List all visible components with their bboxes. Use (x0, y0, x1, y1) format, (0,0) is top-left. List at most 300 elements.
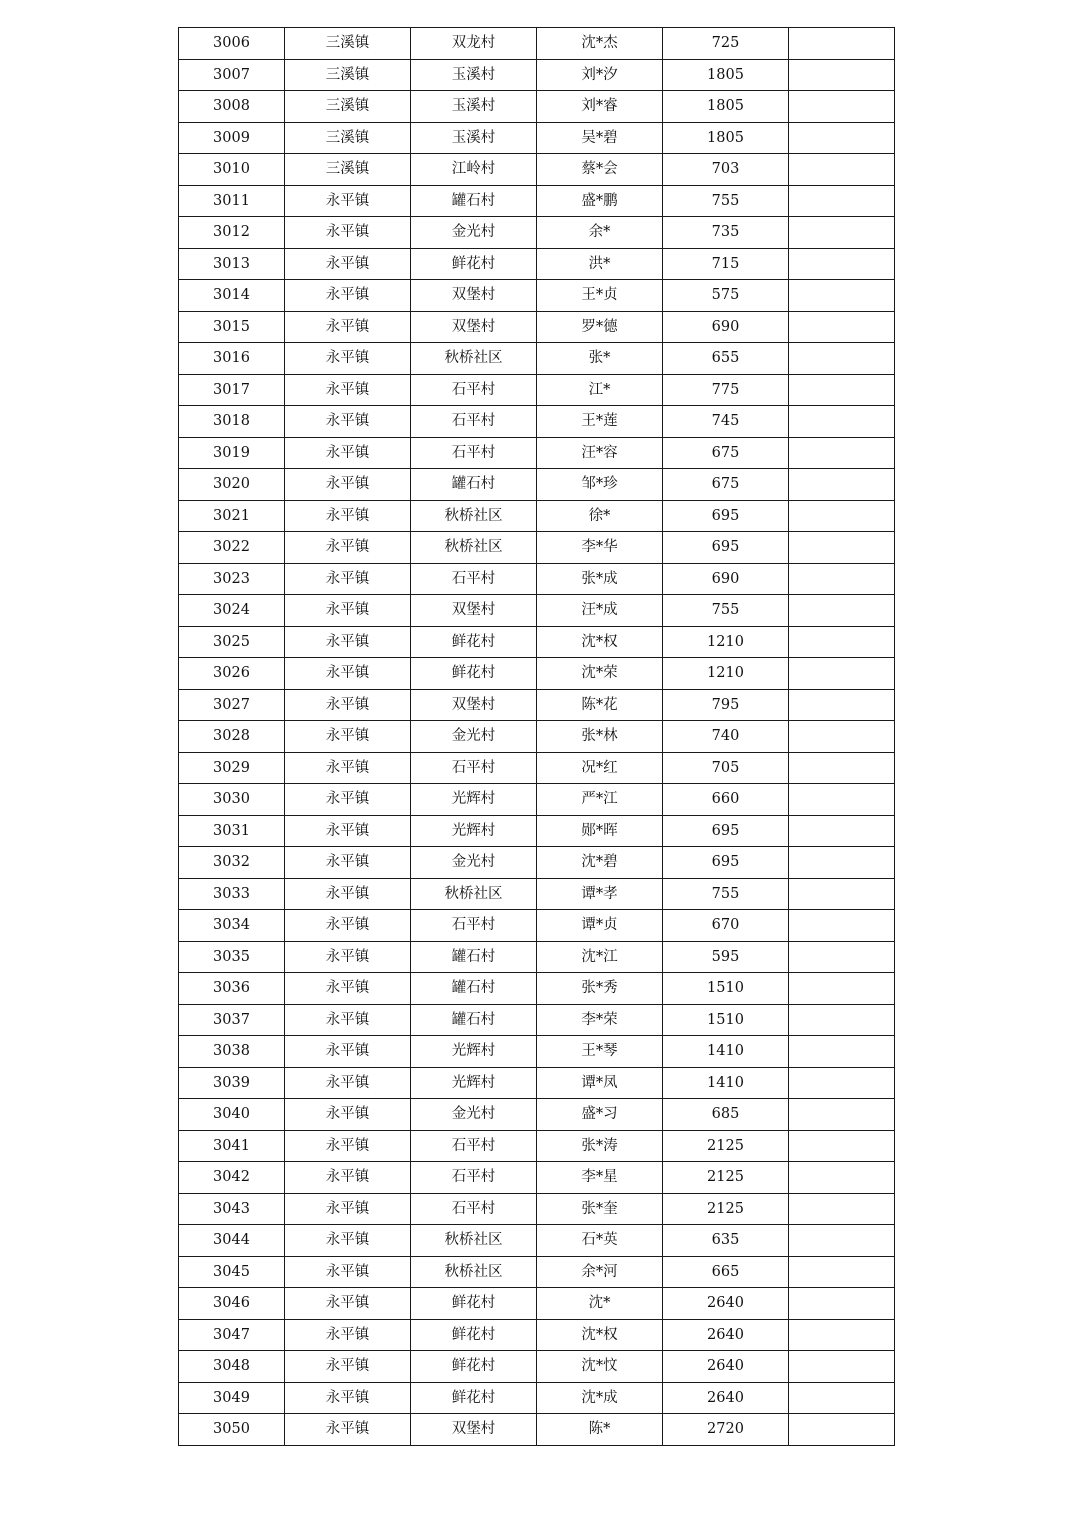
cell-town: 永平镇 (285, 784, 411, 816)
cell-town: 三溪镇 (285, 28, 411, 60)
cell-name: 沈*江 (537, 941, 663, 973)
cell-village: 鲜花村 (411, 1319, 537, 1351)
cell-amount: 795 (663, 689, 789, 721)
table-row (179, 311, 895, 343)
cell-village: 罐石村 (411, 469, 537, 501)
cell-name: 张*林 (537, 721, 663, 753)
cell-village: 双堡村 (411, 311, 537, 343)
table-body (179, 28, 895, 1446)
cell-amount: 660 (663, 784, 789, 816)
cell-serial-number: 3023 (179, 563, 285, 595)
cell-remark (789, 1382, 895, 1414)
cell-village: 罐石村 (411, 973, 537, 1005)
cell-village: 江岭村 (411, 154, 537, 186)
cell-town: 永平镇 (285, 311, 411, 343)
cell-serial-number: 3033 (179, 878, 285, 910)
cell-serial-number: 3010 (179, 154, 285, 186)
table-row (179, 154, 895, 186)
cell-serial-number: 3007 (179, 59, 285, 91)
cell-town: 永平镇 (285, 185, 411, 217)
cell-serial-number: 3021 (179, 500, 285, 532)
cell-village: 光辉村 (411, 1067, 537, 1099)
cell-serial-number: 3011 (179, 185, 285, 217)
cell-amount: 740 (663, 721, 789, 753)
cell-serial-number: 3018 (179, 406, 285, 438)
cell-name: 张* (537, 343, 663, 375)
cell-amount: 675 (663, 469, 789, 501)
cell-village: 金光村 (411, 1099, 537, 1131)
table-row (179, 784, 895, 816)
cell-name: 严*江 (537, 784, 663, 816)
cell-amount: 775 (663, 374, 789, 406)
cell-name: 王*贞 (537, 280, 663, 312)
cell-serial-number: 3009 (179, 122, 285, 154)
cell-serial-number: 3017 (179, 374, 285, 406)
table-row (179, 185, 895, 217)
cell-name: 汪*容 (537, 437, 663, 469)
table-row (179, 878, 895, 910)
cell-remark (789, 721, 895, 753)
cell-town: 永平镇 (285, 248, 411, 280)
cell-amount: 665 (663, 1256, 789, 1288)
cell-village: 石平村 (411, 374, 537, 406)
cell-amount: 1410 (663, 1067, 789, 1099)
cell-amount: 695 (663, 500, 789, 532)
cell-amount: 2640 (663, 1382, 789, 1414)
cell-serial-number: 3014 (179, 280, 285, 312)
cell-town: 永平镇 (285, 1004, 411, 1036)
cell-amount: 2125 (663, 1130, 789, 1162)
cell-name: 张*奎 (537, 1193, 663, 1225)
cell-name: 沈*碧 (537, 847, 663, 879)
cell-amount: 2640 (663, 1351, 789, 1383)
cell-town: 永平镇 (285, 280, 411, 312)
cell-town: 永平镇 (285, 1193, 411, 1225)
cell-remark (789, 658, 895, 690)
cell-amount: 1410 (663, 1036, 789, 1068)
cell-village: 鲜花村 (411, 1351, 537, 1383)
cell-village: 鲜花村 (411, 1288, 537, 1320)
cell-village: 双堡村 (411, 1414, 537, 1446)
table-row (179, 1036, 895, 1068)
table-row (179, 374, 895, 406)
cell-town: 永平镇 (285, 1319, 411, 1351)
cell-serial-number: 3047 (179, 1319, 285, 1351)
cell-amount: 703 (663, 154, 789, 186)
cell-serial-number: 3045 (179, 1256, 285, 1288)
cell-serial-number: 3039 (179, 1067, 285, 1099)
cell-name: 沈* (537, 1288, 663, 1320)
cell-village: 秋桥社区 (411, 1256, 537, 1288)
cell-remark (789, 815, 895, 847)
cell-name: 张*秀 (537, 973, 663, 1005)
cell-serial-number: 3032 (179, 847, 285, 879)
cell-village: 石平村 (411, 1193, 537, 1225)
cell-village: 玉溪村 (411, 59, 537, 91)
cell-serial-number: 3036 (179, 973, 285, 1005)
cell-serial-number: 3016 (179, 343, 285, 375)
table-row (179, 248, 895, 280)
cell-village: 玉溪村 (411, 91, 537, 123)
cell-village: 鲜花村 (411, 1382, 537, 1414)
cell-town: 永平镇 (285, 910, 411, 942)
cell-village: 光辉村 (411, 784, 537, 816)
cell-remark (789, 1067, 895, 1099)
cell-name: 陈*花 (537, 689, 663, 721)
cell-serial-number: 3041 (179, 1130, 285, 1162)
cell-name: 沈*权 (537, 1319, 663, 1351)
cell-town: 永平镇 (285, 1225, 411, 1257)
cell-name: 盛*习 (537, 1099, 663, 1131)
cell-remark (789, 1351, 895, 1383)
cell-amount: 1210 (663, 658, 789, 690)
cell-name: 余* (537, 217, 663, 249)
cell-town: 三溪镇 (285, 91, 411, 123)
cell-amount: 1805 (663, 91, 789, 123)
cell-name: 蔡*会 (537, 154, 663, 186)
cell-amount: 695 (663, 532, 789, 564)
cell-remark (789, 1288, 895, 1320)
cell-remark (789, 1162, 895, 1194)
cell-remark (789, 532, 895, 564)
cell-serial-number: 3049 (179, 1382, 285, 1414)
cell-village: 石平村 (411, 752, 537, 784)
table-row (179, 28, 895, 60)
cell-serial-number: 3022 (179, 532, 285, 564)
cell-name: 吴*碧 (537, 122, 663, 154)
cell-remark (789, 91, 895, 123)
table-row (179, 343, 895, 375)
cell-amount: 595 (663, 941, 789, 973)
cell-town: 永平镇 (285, 626, 411, 658)
table-row (179, 1414, 895, 1446)
cell-amount: 735 (663, 217, 789, 249)
cell-remark (789, 752, 895, 784)
cell-village: 鲜花村 (411, 658, 537, 690)
cell-town: 永平镇 (285, 217, 411, 249)
table-row (179, 437, 895, 469)
cell-amount: 690 (663, 563, 789, 595)
cell-serial-number: 3038 (179, 1036, 285, 1068)
cell-name: 沈*荣 (537, 658, 663, 690)
cell-serial-number: 3015 (179, 311, 285, 343)
cell-name: 谭*凤 (537, 1067, 663, 1099)
cell-village: 双堡村 (411, 689, 537, 721)
cell-remark (789, 1193, 895, 1225)
cell-remark (789, 185, 895, 217)
cell-amount: 1805 (663, 122, 789, 154)
cell-amount: 2720 (663, 1414, 789, 1446)
cell-remark (789, 784, 895, 816)
cell-serial-number: 3050 (179, 1414, 285, 1446)
cell-remark (789, 847, 895, 879)
cell-town: 永平镇 (285, 721, 411, 753)
cell-name: 陈* (537, 1414, 663, 1446)
cell-remark (789, 563, 895, 595)
table-row (179, 689, 895, 721)
cell-amount: 1210 (663, 626, 789, 658)
cell-town: 永平镇 (285, 1382, 411, 1414)
cell-amount: 2640 (663, 1288, 789, 1320)
table-row (179, 1319, 895, 1351)
cell-amount: 655 (663, 343, 789, 375)
cell-serial-number: 3046 (179, 1288, 285, 1320)
cell-village: 双堡村 (411, 280, 537, 312)
cell-town: 永平镇 (285, 941, 411, 973)
cell-name: 罗*德 (537, 311, 663, 343)
cell-village: 石平村 (411, 437, 537, 469)
cell-town: 三溪镇 (285, 122, 411, 154)
cell-serial-number: 3024 (179, 595, 285, 627)
cell-amount: 755 (663, 185, 789, 217)
table-row (179, 500, 895, 532)
cell-serial-number: 3043 (179, 1193, 285, 1225)
cell-remark (789, 1256, 895, 1288)
cell-remark (789, 1099, 895, 1131)
cell-village: 双堡村 (411, 595, 537, 627)
cell-remark (789, 878, 895, 910)
cell-remark (789, 910, 895, 942)
table-row (179, 910, 895, 942)
table-row (179, 721, 895, 753)
cell-town: 永平镇 (285, 878, 411, 910)
cell-village: 光辉村 (411, 1036, 537, 1068)
cell-village: 石平村 (411, 1162, 537, 1194)
cell-town: 永平镇 (285, 500, 411, 532)
cell-remark (789, 500, 895, 532)
cell-serial-number: 3008 (179, 91, 285, 123)
cell-serial-number: 3031 (179, 815, 285, 847)
cell-remark (789, 248, 895, 280)
cell-serial-number: 3030 (179, 784, 285, 816)
cell-village: 秋桥社区 (411, 343, 537, 375)
table-row (179, 1382, 895, 1414)
table-row (179, 1256, 895, 1288)
cell-remark (789, 1004, 895, 1036)
cell-town: 永平镇 (285, 973, 411, 1005)
cell-amount: 2640 (663, 1319, 789, 1351)
cell-village: 鲜花村 (411, 626, 537, 658)
table-row (179, 941, 895, 973)
cell-name: 沈*杰 (537, 28, 663, 60)
cell-remark (789, 280, 895, 312)
cell-serial-number: 3025 (179, 626, 285, 658)
cell-name: 李*荣 (537, 1004, 663, 1036)
cell-town: 永平镇 (285, 406, 411, 438)
table-row (179, 1067, 895, 1099)
cell-town: 永平镇 (285, 1130, 411, 1162)
cell-amount: 675 (663, 437, 789, 469)
cell-town: 永平镇 (285, 469, 411, 501)
cell-village: 双龙村 (411, 28, 537, 60)
cell-serial-number: 3013 (179, 248, 285, 280)
cell-amount: 575 (663, 280, 789, 312)
cell-amount: 2125 (663, 1162, 789, 1194)
cell-town: 永平镇 (285, 563, 411, 595)
cell-town: 永平镇 (285, 1099, 411, 1131)
cell-town: 永平镇 (285, 1414, 411, 1446)
cell-remark (789, 1036, 895, 1068)
cell-village: 秋桥社区 (411, 1225, 537, 1257)
table-row (179, 1099, 895, 1131)
cell-name: 刘*睿 (537, 91, 663, 123)
cell-name: 郧*晖 (537, 815, 663, 847)
cell-town: 永平镇 (285, 1162, 411, 1194)
table-row (179, 563, 895, 595)
cell-name: 沈*忟 (537, 1351, 663, 1383)
table-row (179, 406, 895, 438)
cell-name: 李*星 (537, 1162, 663, 1194)
cell-name: 刘*汐 (537, 59, 663, 91)
cell-serial-number: 3026 (179, 658, 285, 690)
cell-town: 永平镇 (285, 1351, 411, 1383)
cell-village: 秋桥社区 (411, 532, 537, 564)
cell-remark (789, 941, 895, 973)
cell-name: 张*涛 (537, 1130, 663, 1162)
cell-town: 永平镇 (285, 595, 411, 627)
cell-town: 永平镇 (285, 658, 411, 690)
cell-village: 秋桥社区 (411, 878, 537, 910)
cell-name: 余*河 (537, 1256, 663, 1288)
cell-village: 鲜花村 (411, 248, 537, 280)
cell-name: 谭*贞 (537, 910, 663, 942)
cell-serial-number: 3006 (179, 28, 285, 60)
cell-name: 王*莲 (537, 406, 663, 438)
cell-name: 汪*成 (537, 595, 663, 627)
cell-name: 况*红 (537, 752, 663, 784)
cell-remark (789, 122, 895, 154)
cell-name: 石*英 (537, 1225, 663, 1257)
table-row (179, 1130, 895, 1162)
cell-town: 永平镇 (285, 532, 411, 564)
cell-serial-number: 3012 (179, 217, 285, 249)
cell-serial-number: 3040 (179, 1099, 285, 1131)
cell-name: 洪* (537, 248, 663, 280)
cell-serial-number: 3020 (179, 469, 285, 501)
table-row (179, 1225, 895, 1257)
cell-name: 徐* (537, 500, 663, 532)
cell-remark (789, 59, 895, 91)
cell-amount: 1510 (663, 973, 789, 1005)
cell-village: 金光村 (411, 847, 537, 879)
cell-amount: 1510 (663, 1004, 789, 1036)
cell-remark (789, 217, 895, 249)
cell-town: 永平镇 (285, 343, 411, 375)
cell-town: 永平镇 (285, 1256, 411, 1288)
cell-name: 李*华 (537, 532, 663, 564)
table-row (179, 626, 895, 658)
cell-name: 江* (537, 374, 663, 406)
cell-serial-number: 3034 (179, 910, 285, 942)
table-row (179, 532, 895, 564)
cell-serial-number: 3048 (179, 1351, 285, 1383)
table-row (179, 752, 895, 784)
table-row (179, 973, 895, 1005)
cell-village: 金光村 (411, 721, 537, 753)
table-row (179, 217, 895, 249)
cell-village: 金光村 (411, 217, 537, 249)
cell-name: 谭*孝 (537, 878, 663, 910)
data-table (178, 27, 895, 1446)
cell-village: 石平村 (411, 910, 537, 942)
cell-remark (789, 1414, 895, 1446)
cell-amount: 755 (663, 595, 789, 627)
cell-village: 玉溪村 (411, 122, 537, 154)
cell-town: 永平镇 (285, 752, 411, 784)
cell-town: 永平镇 (285, 815, 411, 847)
cell-name: 邹*珍 (537, 469, 663, 501)
cell-town: 永平镇 (285, 437, 411, 469)
cell-remark (789, 689, 895, 721)
cell-town: 三溪镇 (285, 59, 411, 91)
cell-village: 罐石村 (411, 941, 537, 973)
cell-amount: 2125 (663, 1193, 789, 1225)
cell-amount: 635 (663, 1225, 789, 1257)
cell-remark (789, 437, 895, 469)
cell-village: 石平村 (411, 563, 537, 595)
cell-town: 永平镇 (285, 1067, 411, 1099)
cell-amount: 715 (663, 248, 789, 280)
cell-serial-number: 3037 (179, 1004, 285, 1036)
table-row (179, 595, 895, 627)
cell-village: 石平村 (411, 1130, 537, 1162)
cell-town: 永平镇 (285, 374, 411, 406)
cell-amount: 745 (663, 406, 789, 438)
cell-town: 永平镇 (285, 1036, 411, 1068)
table-row (179, 1004, 895, 1036)
cell-remark (789, 343, 895, 375)
cell-serial-number: 3019 (179, 437, 285, 469)
cell-remark (789, 469, 895, 501)
cell-remark (789, 626, 895, 658)
cell-village: 光辉村 (411, 815, 537, 847)
cell-amount: 1805 (663, 59, 789, 91)
cell-town: 三溪镇 (285, 154, 411, 186)
cell-serial-number: 3042 (179, 1162, 285, 1194)
cell-name: 沈*成 (537, 1382, 663, 1414)
cell-name: 盛*鹏 (537, 185, 663, 217)
cell-remark (789, 311, 895, 343)
cell-remark (789, 595, 895, 627)
table-row (179, 469, 895, 501)
cell-amount: 755 (663, 878, 789, 910)
cell-town: 永平镇 (285, 847, 411, 879)
cell-name: 沈*权 (537, 626, 663, 658)
table-row (179, 59, 895, 91)
table-row (179, 658, 895, 690)
table-row (179, 1193, 895, 1225)
cell-remark (789, 406, 895, 438)
cell-amount: 725 (663, 28, 789, 60)
cell-remark (789, 1225, 895, 1257)
cell-remark (789, 1130, 895, 1162)
table-row (179, 91, 895, 123)
cell-village: 罐石村 (411, 185, 537, 217)
table-row (179, 280, 895, 312)
cell-remark (789, 1319, 895, 1351)
table-row (179, 847, 895, 879)
cell-remark (789, 374, 895, 406)
cell-amount: 695 (663, 815, 789, 847)
cell-name: 王*琴 (537, 1036, 663, 1068)
cell-village: 石平村 (411, 406, 537, 438)
cell-remark (789, 973, 895, 1005)
cell-town: 永平镇 (285, 1288, 411, 1320)
cell-serial-number: 3035 (179, 941, 285, 973)
cell-serial-number: 3029 (179, 752, 285, 784)
cell-amount: 670 (663, 910, 789, 942)
table-row (179, 1162, 895, 1194)
